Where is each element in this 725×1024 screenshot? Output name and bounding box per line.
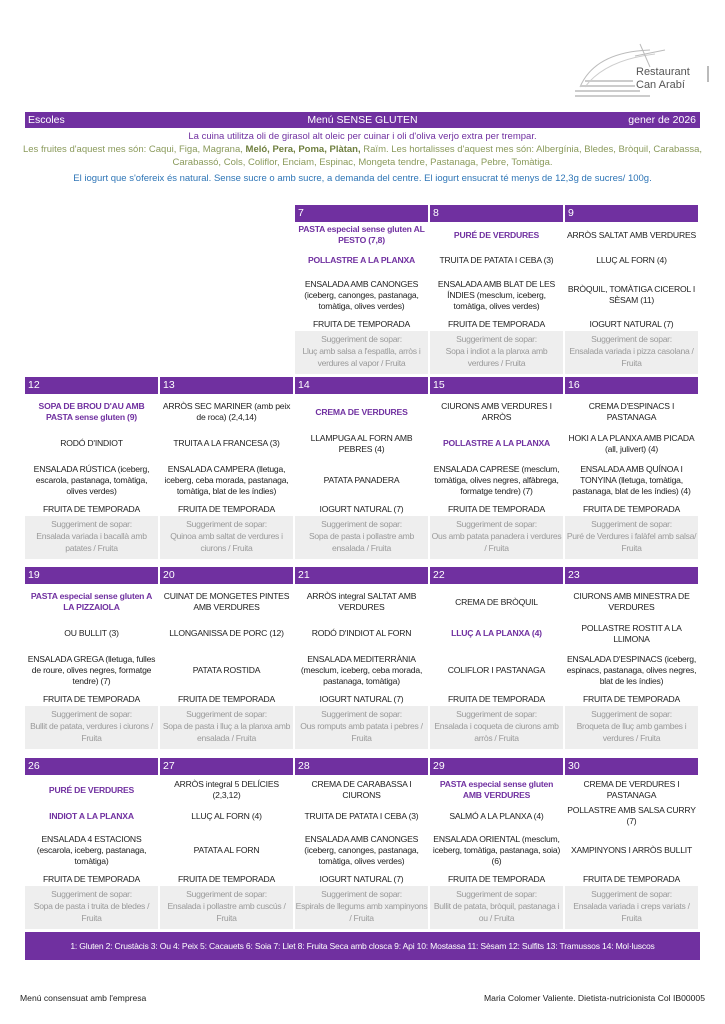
dinner-suggestion-label: Suggeriment de sopar:: [321, 519, 402, 529]
seasonal-note: [20, 143, 705, 169]
dinner-suggestion: [295, 886, 428, 929]
dinner-suggestion-text: Sopa de pasta i lluç a la planxa amb ensalada / Fruita: [162, 721, 291, 743]
dinner-suggestion-label: Suggeriment de sopar:: [591, 519, 672, 529]
dessert: FRUITA DE TEMPORADA: [582, 874, 681, 884]
dinner-suggestion: [430, 886, 563, 929]
dinner-suggestion-label: Suggeriment de sopar:: [591, 889, 672, 899]
dinner-suggestion: [565, 331, 698, 374]
dessert: FRUITA DE TEMPORADA: [447, 319, 546, 329]
day-cell: [160, 377, 293, 559]
second-course: POLLASTRE A LA PLANXA: [442, 438, 551, 448]
allergen-legend: 1: Gluten 2: Crustàcis 3: Ou 4: Peix 5: Cacauets 6: Soia 7: Llet 8: Fruita Seca amb closca 9: Api 10: Mostassa 11: Sèsam 12: Sulfits 13: Tramussos 14: Mol·luscos: [25, 932, 700, 960]
first-course: PURÉ DE VERDURES: [453, 229, 540, 240]
side-dish: BRÒQUIL, TOMÀTIGA CICEROL I SÈSAM (11): [567, 284, 696, 305]
day-cell: [430, 377, 563, 559]
dinner-suggestion-text: Sopa de pasta i truita de bledes / Fruita: [33, 901, 150, 923]
first-course: CREMA DE BRÒQUIL: [455, 596, 538, 607]
side-dish: ENSALADA AMB BLAT DE LES ÍNDIES (mesclum, iceberg, tomàtiga, olives verdes): [437, 278, 556, 311]
day-number: 30: [565, 758, 698, 775]
logo-line1: Restaurant: [636, 66, 690, 78]
side-dish: ENSALADA D'ESPINACS (iceberg, espinacs, pastanaga, olives negres, blat de les índies): [566, 653, 697, 686]
side-dish: ENSALADA RÚSTICA (iceberg, escarola, pastanaga, tomàtiga, olives verdes): [33, 463, 150, 496]
day-cell: [25, 567, 158, 749]
logo-line2: Can Arabí: [636, 79, 685, 91]
side-dish: ENSALADA ORIENTAL (mesclum, iceberg, tomàtiga, pastanaga, soia) (6): [432, 833, 561, 866]
side-dish: PATATA PANADERA: [323, 474, 400, 485]
dinner-suggestion: [565, 706, 698, 749]
first-course: ARRÒS SALTAT AMB VERDURES: [566, 229, 697, 240]
dinner-suggestion: [295, 331, 428, 374]
dinner-suggestion-text: Sopa i indiot a la planxa amb verdures / Fruita: [445, 346, 548, 368]
side-dish: ENSALADA CAPRESE (mesclum, tomàtiga, olives negres, alfàbrega, formatge tendre) (7): [433, 463, 560, 496]
dessert: IOGURT NATURAL (7): [319, 694, 404, 704]
dessert: FRUITA DE TEMPORADA: [447, 504, 546, 514]
day-number: 23: [565, 567, 698, 584]
second-course: TRUITA A LA FRANCESA (3): [173, 438, 280, 448]
dessert: FRUITA DE TEMPORADA: [447, 694, 546, 704]
day-number: 21: [295, 567, 428, 584]
day-cell: [25, 758, 158, 929]
side-dish: ENSALADA AMB QUÍNOA I TONYINA (lletuga, tomàtiga, pastanaga, blat de les índies) (4): [572, 463, 691, 496]
second-course: OU BULLIT (3): [64, 628, 119, 638]
dinner-suggestion-label: Suggeriment de sopar:: [591, 709, 672, 719]
dessert: FRUITA DE TEMPORADA: [447, 874, 546, 884]
dinner-suggestion-text: Ensalada variada i pizza casolana / Fruita: [569, 346, 694, 368]
second-course: RODÓ D'INDIOT AL FORN: [311, 628, 412, 638]
first-course: CUINAT DE MONGETES PINTES AMB VERDURES: [163, 591, 290, 612]
day-number: 20: [160, 567, 293, 584]
dessert: FRUITA DE TEMPORADA: [177, 694, 276, 704]
dinner-suggestion: [160, 886, 293, 929]
dessert: FRUITA DE TEMPORADA: [42, 874, 141, 884]
dinner-suggestion-label: Suggeriment de sopar:: [321, 709, 402, 719]
second-course: LLUÇ AL FORN (4): [596, 254, 667, 265]
day-cell: [25, 377, 158, 559]
vegetables-text: Raïm. Les hortalisses d'aquest mes són: Albergínia, Bledes, Bròquil, Carabassa, Carabassó, Cols, Coliflor, Enciam, Espinac, Mongeta tendre, Pastanaga, Pebre, Tomàtiga.: [172, 144, 702, 168]
first-course: CREMA DE VERDURES I PASTANAGA: [583, 779, 680, 800]
day-cell: [565, 567, 698, 749]
audience-label: Escoles: [28, 114, 65, 126]
fruits-text: Les fruites d'aquest mes són: Caqui, Figa, Magrana,: [22, 144, 246, 155]
second-course: TRUITA DE PATATA I CEBA (3): [304, 810, 419, 821]
dinner-suggestion-text: Ensalada variada i creps variats / Fruita: [573, 901, 690, 923]
dinner-suggestion-label: Suggeriment de sopar:: [186, 709, 267, 719]
dinner-suggestion-label: Suggeriment de sopar:: [591, 334, 672, 344]
day-cell: [295, 377, 428, 559]
day-number: 26: [25, 758, 158, 775]
dinner-suggestion: [160, 516, 293, 559]
side-dish: ENSALADA 4 ESTACIONS (escarola, iceberg, pastanaga, tomàtiga): [36, 833, 147, 866]
side-dish: ENSALADA CAMPERA (lletuga, iceberg, ceba morada, pastanaga, tomàtiga, blat de les índies): [164, 463, 289, 496]
day-number: 27: [160, 758, 293, 775]
side-dish: ENSALADA AMB CANONGES (iceberg, canonges, pastanaga, tomàtiga, olives verdes): [304, 833, 419, 866]
day-cell: [565, 758, 698, 929]
dinner-suggestion-label: Suggeriment de sopar:: [186, 519, 267, 529]
second-course: INDIOT A LA PLANXA: [49, 810, 134, 821]
dinner-suggestion-text: Espirals de llegums amb xampinyons / Fruita: [295, 901, 428, 923]
second-course: SALMÓ A LA PLANXA (4): [449, 810, 544, 821]
second-course: LLUÇ AL FORN (4): [191, 810, 262, 821]
second-course: TRUITA DE PATATA I CEBA (3): [439, 254, 554, 265]
dinner-suggestion-label: Suggeriment de sopar:: [51, 519, 132, 529]
dinner-suggestion-label: Suggeriment de sopar:: [321, 889, 402, 899]
dessert: FRUITA DE TEMPORADA: [582, 504, 681, 514]
dinner-suggestion-label: Suggeriment de sopar:: [51, 889, 132, 899]
first-course: ARRÒS SEC MARINER (amb peix de roca) (2,4,14): [162, 401, 291, 422]
dinner-suggestion-text: Bullit de patata, verdures i ciurons / Fruita: [30, 721, 153, 743]
day-number: 9: [565, 205, 698, 222]
first-course: CIURONS AMB MINESTRA DE VERDURES: [573, 591, 690, 612]
day-cell: [295, 758, 428, 929]
dinner-suggestion-text: Ensalada variada i bacallà amb patates / Fruita: [36, 531, 147, 553]
dinner-suggestion-label: Suggeriment de sopar:: [456, 519, 537, 529]
day-number: 7: [295, 205, 428, 222]
first-course: CREMA DE CARABASSA I CIURONS: [311, 779, 412, 800]
second-course: POLLASTRE ROSTIT A LA LLIMONA: [581, 622, 682, 644]
second-course: POLLASTRE AMB SALSA CURRY (7): [567, 805, 696, 826]
dessert: IOGURT NATURAL (7): [319, 504, 404, 514]
dinner-suggestion-text: Lluç amb salsa a l'espatlla, arròs i verdures al vapor / Fruita: [302, 346, 421, 368]
dinner-suggestion-text: Quinoa amb saltat de verdures i ciurons / Fruita: [170, 531, 283, 553]
dinner-suggestion-text: Ous romputs amb patata i pebres / Fruita: [300, 721, 423, 743]
first-course: PASTA especial sense gluten A LA PIZZAIOLA: [30, 591, 153, 612]
day-cell: [295, 205, 428, 374]
footer-right: Maria Colomer Valiente. Dietista-nutricionista Col IB00005: [484, 993, 705, 1003]
dinner-suggestion: [160, 706, 293, 749]
second-course: HOKI A LA PLANXA AMB PICADA (all, julivert) (4): [568, 432, 695, 454]
side-dish: ENSALADA AMB CANONGES (iceberg, canonges, pastanaga, tomàtiga, olives verdes): [304, 278, 419, 311]
second-course: RODÓ D'INDIOT: [60, 438, 123, 448]
dessert: IOGURT NATURAL (7): [589, 319, 674, 329]
first-course: PURÉ DE VERDURES: [48, 784, 135, 795]
dessert: FRUITA DE TEMPORADA: [42, 504, 141, 514]
dinner-suggestion-label: Suggeriment de sopar:: [456, 889, 537, 899]
dessert: FRUITA DE TEMPORADA: [177, 504, 276, 514]
day-number: 14: [295, 377, 428, 394]
dessert: FRUITA DE TEMPORADA: [312, 319, 411, 329]
dinner-suggestion: [430, 516, 563, 559]
dinner-suggestion: [25, 886, 158, 929]
dinner-suggestion: [295, 516, 428, 559]
second-course: LLONGANISSA DE PORC (12): [169, 628, 284, 638]
yogurt-note: El iogurt que s'ofereix és natural. Sense sucre o amb sucre, a demanda del centre. El iogurt ensucrat té menys de 12,3g de sucres/ 100g.: [73, 173, 652, 184]
first-course: PASTA especial sense gluten AMB VERDURES: [439, 779, 554, 800]
day-cell: [160, 758, 293, 929]
second-course: POLLASTRE A LA PLANXA: [307, 254, 416, 265]
oil-note: La cuina utilitza oli de girasol alt oleic per cuinar i oli d'oliva verjo extra per trempar.: [188, 131, 537, 142]
dessert: FRUITA DE TEMPORADA: [42, 694, 141, 704]
dinner-suggestion: [430, 706, 563, 749]
first-course: CIURONS AMB VERDURES I ARRÒS: [441, 401, 552, 422]
day-number: 16: [565, 377, 698, 394]
first-course: CREMA D'ESPINACS I PASTANAGA: [588, 401, 675, 422]
first-course: ARRÒS integral SALTAT AMB VERDURES: [306, 591, 417, 612]
dinner-suggestion-label: Suggeriment de sopar:: [456, 334, 537, 344]
side-dish: COLIFLOR I PASTANAGA: [447, 664, 546, 675]
second-course: LLAMPUGA AL FORN AMB PEBRES (4): [310, 432, 413, 454]
menu-date: gener de 2026: [628, 114, 696, 126]
restaurant-logo: [555, 42, 715, 102]
day-cell: [295, 567, 428, 749]
day-number: 12: [25, 377, 158, 394]
dinner-suggestion-label: Suggeriment de sopar:: [321, 334, 402, 344]
day-cell: [565, 377, 698, 559]
dinner-suggestion-text: Bullit de patata, bròquil, pastanaga i ou / Fruita: [433, 901, 560, 923]
dinner-suggestion: [25, 516, 158, 559]
dinner-suggestion-text: Puré de Verdures i falàfel amb salsa/ Fruita: [566, 531, 697, 553]
title-bar: [25, 112, 700, 128]
logo-text: [636, 66, 690, 92]
dinner-suggestion: [565, 516, 698, 559]
footer-left: Menú consensuat amb l'empresa: [20, 993, 147, 1003]
dessert: FRUITA DE TEMPORADA: [177, 874, 276, 884]
second-course: LLUÇ A LA PLANXA (4): [451, 628, 542, 638]
day-number: 28: [295, 758, 428, 775]
day-cell: [430, 758, 563, 929]
dessert: IOGURT NATURAL (7): [319, 874, 404, 884]
side-dish: XAMPINYONS I ARRÒS BULLIT: [570, 844, 693, 855]
first-course: SOPA DE BROU D'AU AMB PASTA sense gluten (9): [38, 401, 145, 422]
dinner-suggestion-text: Ous amb patata panadera i verdures / Fruita: [431, 531, 562, 553]
dinner-suggestion-text: Sopa de pasta i pollastre amb ensalada / Fruita: [309, 531, 414, 553]
day-number: 19: [25, 567, 158, 584]
day-number: 13: [160, 377, 293, 394]
dinner-suggestion-label: Suggeriment de sopar:: [51, 709, 132, 719]
side-dish: ENSALADA MEDITERRÀNIA (mesclum, iceberg, ceba morada, pastanaga, tomàtiga): [300, 653, 423, 686]
dinner-suggestion-label: Suggeriment de sopar:: [456, 709, 537, 719]
dinner-suggestion: [25, 706, 158, 749]
side-dish: PATATA AL FORN: [193, 844, 260, 855]
dinner-suggestion-text: Ensalada i pollastre amb cuscús / Fruita: [167, 901, 286, 923]
dinner-suggestion: [295, 706, 428, 749]
dinner-suggestion: [565, 886, 698, 929]
dinner-suggestion: [430, 331, 563, 374]
dinner-suggestion-text: Broqueta de lluç amb gambes i verdures / Fruita: [576, 721, 687, 743]
menu-title: Menú SENSE GLUTEN: [307, 114, 418, 126]
day-number: 15: [430, 377, 563, 394]
fruits-bold: Meló, Pera, Poma, Plàtan,: [245, 144, 361, 155]
dinner-suggestion-label: Suggeriment de sopar:: [186, 889, 267, 899]
day-number: 8: [430, 205, 563, 222]
day-cell: [160, 567, 293, 749]
day-number: 22: [430, 567, 563, 584]
first-course: ARRÒS integral 5 DELÍCIES (2,3,12): [174, 779, 279, 800]
first-course: PASTA especial sense gluten AL PESTO (7,8): [298, 224, 425, 245]
day-cell: [430, 567, 563, 749]
day-cell: [430, 205, 563, 374]
day-number: 29: [430, 758, 563, 775]
day-cell: [565, 205, 698, 374]
dinner-suggestion-text: Ensalada i coqueta de ciurons amb arròs / Fruita: [434, 721, 559, 743]
side-dish: ENSALADA GREGA (lletuga, fulles de roure, olives negres, formatge tendre) (7): [27, 653, 156, 686]
dessert: FRUITA DE TEMPORADA: [582, 694, 681, 704]
side-dish: PATATA ROSTIDA: [192, 664, 261, 675]
first-course: CREMA DE VERDURES: [315, 406, 408, 417]
